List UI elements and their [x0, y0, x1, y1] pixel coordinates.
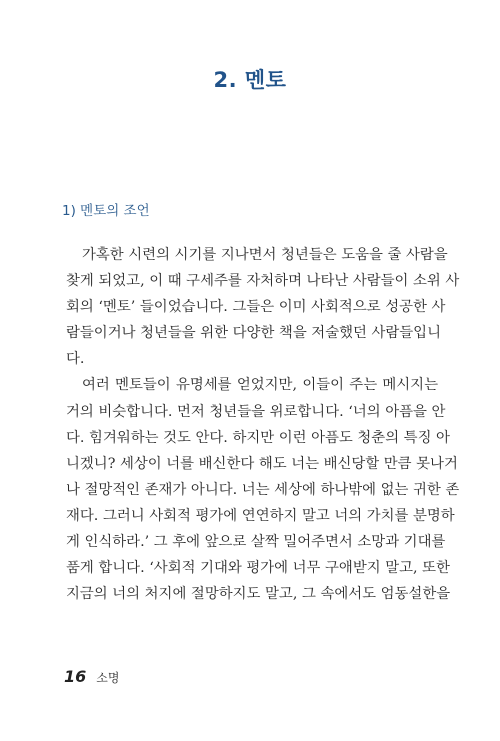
section-heading: 1) 멘토의 조언	[62, 203, 150, 219]
body-line: 다.	[66, 351, 85, 368]
body-line: 여러 멘토들이 유명세를 얻었지만, 이들이 주는 메시지는	[82, 377, 438, 394]
body-line: 지금의 너의 처지에 절망하지도 말고, 그 속에서도 엄동설한을	[66, 586, 451, 603]
running-title: 소명	[96, 671, 120, 685]
body-line: 니겠니? 세상이 너를 배신한다 해도 너는 배신당할 만큼 못나거	[66, 455, 458, 472]
body-line: 찾게 되었고, 이 때 구세주를 자처하며 나타난 사람들이 소위 사	[66, 273, 460, 290]
body-line: 게 인식하라.’ 그 후에 앞으로 살짝 밀어주면서 소망과 기대를	[66, 534, 446, 551]
body-line: 다. 힘겨워하는 것도 안다. 하지만 이런 아픔도 청춘의 특징 아	[66, 429, 450, 446]
chapter-title: 2. 멘토	[213, 68, 287, 92]
body-line: 람들이거나 청년들을 위한 다양한 책을 저술했던 사람들입니	[66, 325, 441, 342]
body-line: 가혹한 시련의 시기를 지나면서 청년들은 도움을 줄 사람을	[82, 247, 448, 263]
body-line: 거의 비슷합니다. 먼저 청년들을 위로합니다. ‘너의 아픔을 안	[66, 403, 446, 420]
body-line: 품게 합니다. ‘사회적 기대와 평가에 너무 구애받지 말고, 또한	[66, 560, 450, 577]
page-number: 16	[64, 667, 87, 686]
body-line: 재다. 그러니 사회적 평가에 연연하지 말고 너의 가치를 분명하	[66, 507, 455, 524]
body-line: 회의 ‘멘토’ 들이었습니다. 그들은 이미 사회적으로 성공한 사	[66, 299, 446, 316]
body-line: 나 절망적인 존재가 아니다. 너는 세상에 하나밖에 없는 귀한 존	[66, 481, 460, 498]
page-footer	[64, 667, 119, 686]
body-text	[66, 242, 460, 607]
